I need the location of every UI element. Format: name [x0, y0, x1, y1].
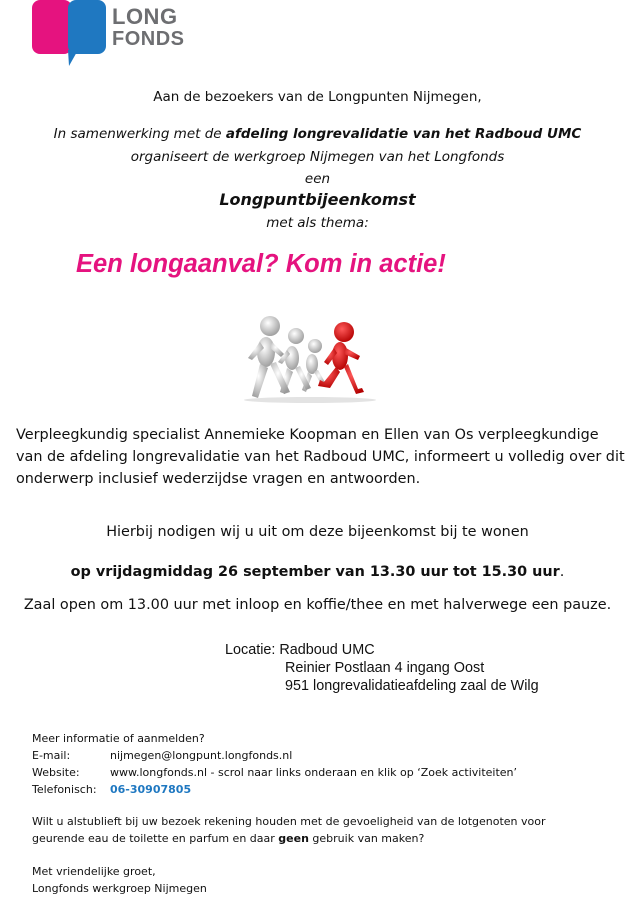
intro-line	[0, 125, 635, 143]
speakers-paragraph: Verpleegkundig specialist Annemieke Koopman en Ellen van Os verpleegkundige van de afdeling longrevalidatie van het Radboud UMC, informeert u volledig over dit onderwerp inclusief wederzijdse vragen en antwoorden.	[16, 427, 625, 487]
theme-title: Een longaanval? Kom in actie!	[76, 250, 446, 278]
date-period: .	[559, 564, 565, 580]
email-link[interactable]: nijmegen@longpunt.longfonds.nl	[110, 749, 293, 762]
phone-number[interactable]: 06-30907805	[110, 783, 192, 796]
email-label: E-mail:	[32, 749, 71, 762]
opening-info: Zaal open om 13.00 uur met inloop en koffie/thee en met halverwege een pauze.	[23, 597, 612, 613]
greeting: Aan de bezoekers van de Longpunten Nijmegen,	[153, 89, 482, 105]
intro-text: In samenwerking met de	[53, 126, 226, 142]
website-link[interactable]: www.longfonds.nl - scrol naar links onderaan en klik op ‘Zoek activiteiten’	[110, 766, 518, 779]
notice-line-2	[32, 831, 424, 847]
notice-text-post: gebruik van maken?	[308, 832, 425, 845]
een-line: een	[304, 171, 331, 187]
intro-bold-text: afdeling longrevalidatie van het Radboud UMC	[225, 126, 582, 142]
notice-line-1: Wilt u alstublieft bij uw bezoek rekening houden met de gevoeligheid van de lotgenoten voor	[32, 815, 546, 828]
info-heading: Meer informatie of aanmelden?	[32, 732, 205, 745]
logo-text-long: LONG	[112, 4, 178, 29]
website-label: Website:	[32, 766, 80, 779]
event-name: Longpuntbijeenkomst	[219, 190, 416, 209]
closing-regards: Met vriendelijke groet,	[32, 865, 156, 878]
theme-intro: met als thema:	[266, 215, 369, 231]
closing-signature: Longfonds werkgroep Nijmegen	[32, 882, 207, 895]
phone-label: Telefonisch:	[32, 783, 97, 796]
running-figures-illustration	[240, 312, 380, 404]
notice-text-pre: geurende eau de toilette en parfum en daar	[32, 832, 279, 845]
location-label: Locatie: Radboud UMC	[225, 642, 375, 658]
notice-bold-word: geen	[278, 832, 309, 845]
phone-row	[32, 782, 191, 798]
location-address: Reinier Postlaan 4 ingang Oost	[285, 660, 485, 676]
speech-bubbles-logo-icon	[32, 0, 112, 66]
logo-text-fonds: FONDS	[112, 28, 185, 50]
running-figures-icon	[240, 312, 380, 404]
invitation-line: Hierbij nodigen wij u uit om deze bijeenkomst bij te wonen	[106, 524, 529, 540]
date-line	[0, 564, 635, 580]
location-room: 951 longrevalidatieafdeling zaal de Wilg	[285, 678, 539, 694]
event-date: op vrijdagmiddag 26 september van 13.30 uur tot 15.30 uur	[70, 564, 560, 580]
email-row	[32, 748, 292, 764]
website-row	[32, 765, 517, 781]
organiser-line: organiseert de werkgroep Nijmegen van het Longfonds	[130, 149, 505, 165]
